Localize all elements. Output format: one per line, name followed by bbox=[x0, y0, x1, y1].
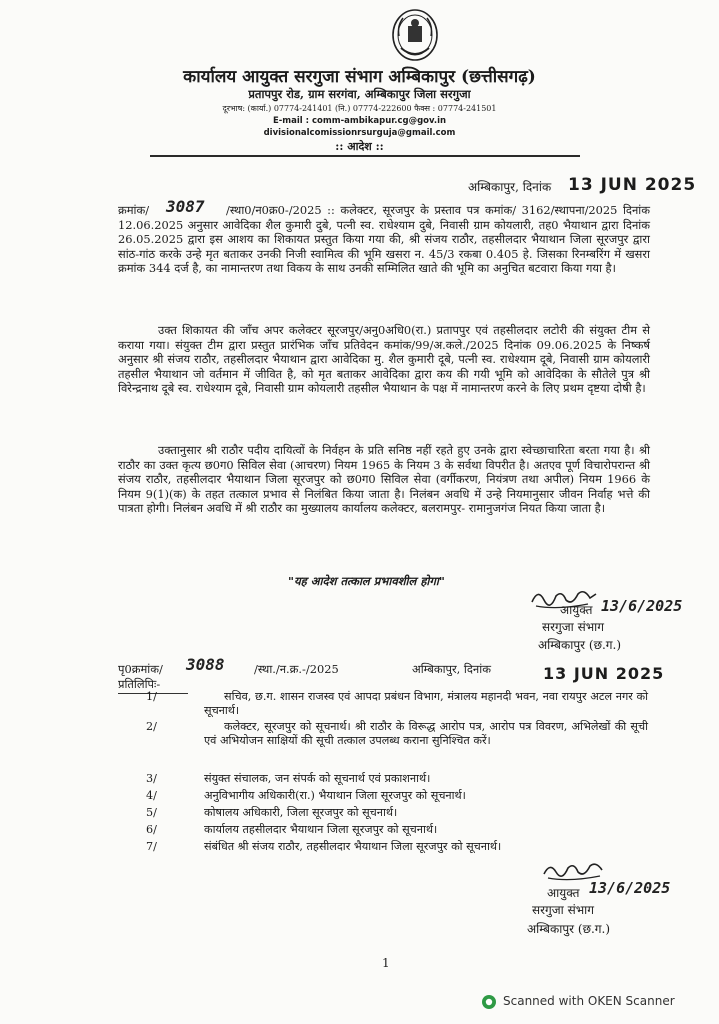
cc-item-6-number: 6/ bbox=[146, 823, 157, 836]
endorsement-number: 3088 bbox=[186, 655, 225, 674]
office-email-alt: divisionalcomissionrsurguja@gmail.com bbox=[263, 128, 456, 138]
endorsement-date-stamp: 13 JUN 2025 bbox=[543, 664, 665, 683]
order-number: 3087 bbox=[166, 197, 205, 216]
office-phones: दूरभाष: (कार्या.) 07774-241401 (नि.) 07774-222600 फैक्स : 07774-241501 bbox=[222, 104, 497, 113]
endorsement-ref: /स्था./न.क्र.-/2025 bbox=[254, 662, 339, 676]
signature2-designation: आयुक्त bbox=[547, 886, 580, 900]
cc-item-3-text: संयुक्त संचालक, जन संपर्क को सूचनार्थ एवं प्रकाशनार्थ। bbox=[204, 772, 431, 785]
order-title: :: आदेश :: bbox=[335, 140, 384, 153]
signature2-date: 13/6/2025 bbox=[589, 879, 671, 897]
copy-to-label: प्रतिलिपिः- bbox=[118, 677, 161, 691]
signature1-place: अम्बिकापुर (छ.ग.) bbox=[538, 638, 622, 652]
signature2-division: सरगुजा संभाग bbox=[532, 903, 595, 917]
effect-statement: "यह आदेश तत्काल प्रभावशील होगा" bbox=[288, 574, 445, 588]
order-paragraph-3: उक्तानुसार श्री राठौर पदीय दायित्वों के निर्वहन के प्रति सनिष्ठ नहीं रहते हुए उनके द्वारा स्वेच्छाचारिता बरता गया है। श्री राठौर का उक्त कृत्य छ0ग0 सिविल सेवा (आचरण) नियम 1965 के नियम 3 के सर्वथा विपरीत है। अतएव पूर्ण विचारोपरान्त श्री संजय राठौर, तहसीलदार भैयाथान जिला सूरजपुर को छ0ग0 सिविल सेवा (वर्गीकरण, नियंत्रण तथा अपील) नियम 1966 के नियम 9(1)(क) के तहत तत्काल प्रभाव से निलंबित किया जाता है। निलंबन अवधि में उन्हे नियमानुसार जीवन निर्वाह भत्ते की पात्रता होगी। निलंबन अवधि में श्री राठौर का मुख्यालय कार्यालय कलेक्टर, बलरामपुर- रामानुजगंज नियत किया जाता है। bbox=[118, 443, 650, 516]
state-emblem-icon bbox=[391, 8, 439, 66]
signature2-place: अम्बिकापुर (छ.ग.) bbox=[527, 922, 611, 936]
order-paragraph-1: /स्था0/न0क्र0-/2025 :: कलेक्टर, सूरजपुर के प्रस्ताव पत्र कमांक/ 3162/स्थापना/2025 दिनांक 12.06.2025 अनुसार आवेदिका शैल कुमारी दुबे, पत्नी स्व. राधेश्याम दुबे, निवासी ग्राम कोयलारी, तह0 भैयाथान द्वारा दिनांक 26.05.2025 द्वारा इस आशय का शिकायत प्रस्तुत किया गया की, श्री संजय राठौर, तहसीलदार भैयाथान जिला सूरजपुर द्वारा सांठ-गांठ करके उन्हे मृत बताकर उनकी निजी स्वामित्व की भूमि खसरा न. 45/3 रकबा 0.405 हे. जिसका रिनम्बरिंग में खसरा क्रमांक 344 दर्ज है, का नामान्तरण तथा विकय के साथ उनकी सम्मिलित खाते की भूमि का अनुचित बटवारा किया गया है। bbox=[118, 203, 650, 276]
cc-item-4-text: अनुविभागीय अधिकारी(रा.) भैयाथान जिला सूरजपुर को सूचनार्थ। bbox=[204, 789, 466, 802]
cc-item-1-text: सचिव, छ.ग. शासन राजस्व एवं आपदा प्रबंधन विभाग, मंत्रालय महानदी भवन, नवा रायपुर अटल नगर को सूचनार्थ। bbox=[204, 690, 648, 718]
cc-item-2-number: 2/ bbox=[146, 720, 157, 733]
cc-item-7-number: 7/ bbox=[146, 840, 157, 853]
office-address: प्रतापपुर रोड, ग्राम सरगंवा, अम्बिकापुर जिला सरगुजा bbox=[248, 87, 471, 101]
page-number: 1 bbox=[382, 956, 390, 970]
signature1-date: 13/6/2025 bbox=[601, 597, 683, 615]
office-email: E-mail : comm-ambikapur.cg@gov.in bbox=[272, 116, 447, 126]
endorsement-place: अम्बिकापुर, दिनांक bbox=[412, 662, 491, 676]
office-title: कार्यालय आयुक्त सरगुजा संभाग अम्बिकापुर (छत्तीसगढ़) bbox=[183, 67, 536, 87]
signature1-designation: आयुक्त bbox=[560, 603, 593, 617]
cc-item-4-number: 4/ bbox=[146, 789, 157, 802]
date-stamp: 13 JUN 2025 bbox=[568, 175, 697, 195]
endorsement-prefix: पृ0क्रमांक/ bbox=[118, 662, 163, 676]
cc-item-5-text: कोषालय अधिकारी, जिला सूरजपुर को सूचनार्थ। bbox=[204, 806, 398, 819]
dateline-place: अम्बिकापुर, दिनांक bbox=[468, 180, 552, 194]
scanner-watermark: Scanned with OKEN Scanner bbox=[503, 994, 675, 1008]
cc-item-3-number: 3/ bbox=[146, 772, 157, 785]
order-prefix: क्रमांक/ bbox=[118, 203, 150, 217]
cc-item-2-text: कलेक्टर, सूरजपुर को सूचनार्थ। श्री राठौर के विरूद्ध आरोप पत्र, आरोप पत्र विवरण, अभिलेखों की सूची एवं अभियोजन साक्षियों की सूची तत्काल उपलब्ध कराना सुनिश्चित करें। bbox=[204, 720, 648, 748]
cc-item-7-text: संबंधित श्री संजय राठौर, तहसीलदार भैयाथान जिला सूरजपुर को सूचनार्थ। bbox=[204, 840, 502, 853]
cc-item-1-number: 1/ bbox=[146, 690, 157, 703]
oken-scanner-logo-icon bbox=[481, 994, 497, 1010]
cc-item-6-text: कार्यालय तहसीलदार भैयाथान जिला सूरजपुर को सूचनार्थ। bbox=[204, 823, 438, 836]
cc-item-5-number: 5/ bbox=[146, 806, 157, 819]
signature1-division: सरगुजा संभाग bbox=[542, 620, 605, 634]
order-paragraph-2: उक्त शिकायत की जाँच अपर कलेक्टर सूरजपुर/अनु0अधि0(रा.) प्रतापपुर एवं तहसीलदार लटोरी की संयुक्त टीम से कराया गया। संयुक्त टीम द्वारा प्रस्तुत प्रारंभिक जाँच प्रतिवेदन कमांक/99/अ.कले./2025 दिनांक 09.06.2025 के निष्कर्ष अनुसार श्री संजय राठौर, तहसीलदार भैयाथान द्वारा आवेदिका मु. शैल कुमारी दूबे, पत्नी स्व. राधेश्याम दूबे, निवासी ग्राम कोयलारी तहसील भैयाथान जो वर्तमान में जीवित है, को मृत बताकर आवेदिका द्वारा कय की गयी भूमि को आवेदिका के सौतेले पुत्र श्री विरेन्द्रनाथ दूबे स्व. राधेश्याम दूबे, निवासी ग्राम कोयलारी तहसील भैयाथान के पक्ष में नामान्तरण करने के लिए प्रथम दृष्टया दोषी है। bbox=[118, 323, 650, 396]
header-divider bbox=[150, 155, 580, 157]
